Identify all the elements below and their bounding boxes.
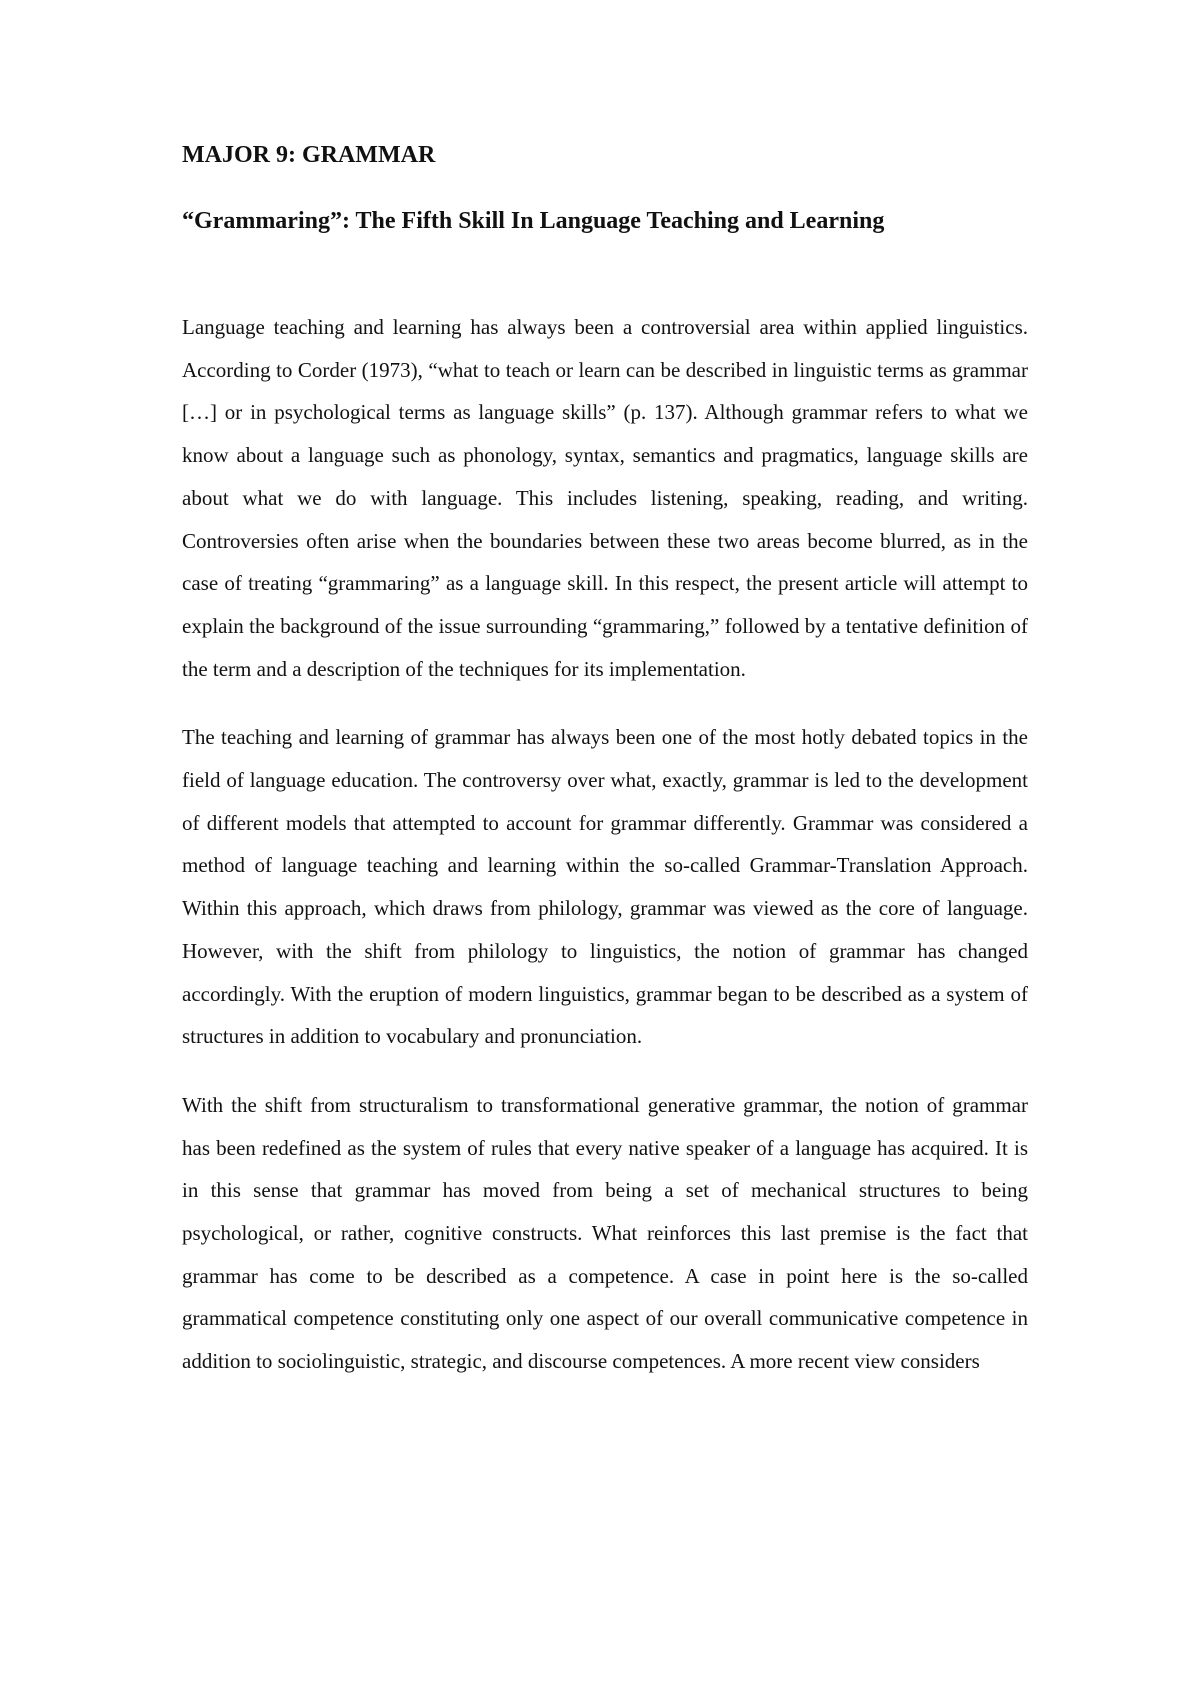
document-page — [182, 140, 1028, 1409]
paragraph-3: With the shift from structuralism to transformational generative grammar, the notion of grammar has been redefined as the system of rules that every native speaker of a language has acquired. It is in this sense that grammar has moved from being a set of mechanical structures to being psychological, or rather, cognitive constructs. What reinforces this last premise is the fact that grammar has come to be described as a competence. A case in point here is the so-called grammatical competence constituting only one aspect of our overall communicative competence in addition to sociolinguistic, strategic, and discourse competences. A more recent view considers — [182, 1092, 1028, 1374]
article-title: “Grammaring”: The Fifth Skill In Language Teaching and Learning — [182, 208, 885, 234]
document-heading: MAJOR 9: GRAMMAR — [182, 142, 436, 168]
paragraph-2: The teaching and learning of grammar has always been one of the most hotly debated topics in the field of language education. The controversy over what, exactly, grammar is led to the development of different models that attempted to account for grammar differently. Grammar was considered a method of language teaching and learning within the so-called Grammar-Translation Approach. Within this approach, which draws from philology, grammar was viewed as the core of language. However, with the shift from philology to linguistics, the notion of grammar has changed accordingly. With the eruption of modern linguistics, grammar began to be described as a system of structures in addition to vocabulary and pronunciation. — [182, 725, 1028, 1049]
paragraph-1: Language teaching and learning has always been a controversial area within applied linguistics. According to Corder (1973), “what to teach or learn can be described in linguistic terms as grammar […] or in psychological terms as language skills” (p. 137). Although grammar refers to what we know about a language such as phonology, syntax, semantics and pragmatics, language skills are about what we do with language. This includes listening, speaking, reading, and writing. Controversies often arise when the boundaries between these two areas become blurred, as in the case of treating “grammaring” as a language skill. In this respect, the present article will attempt to explain the background of the issue surrounding “grammaring,” followed by a tentative definition of the term and a description of the techniques for its implementation. — [182, 315, 1028, 681]
